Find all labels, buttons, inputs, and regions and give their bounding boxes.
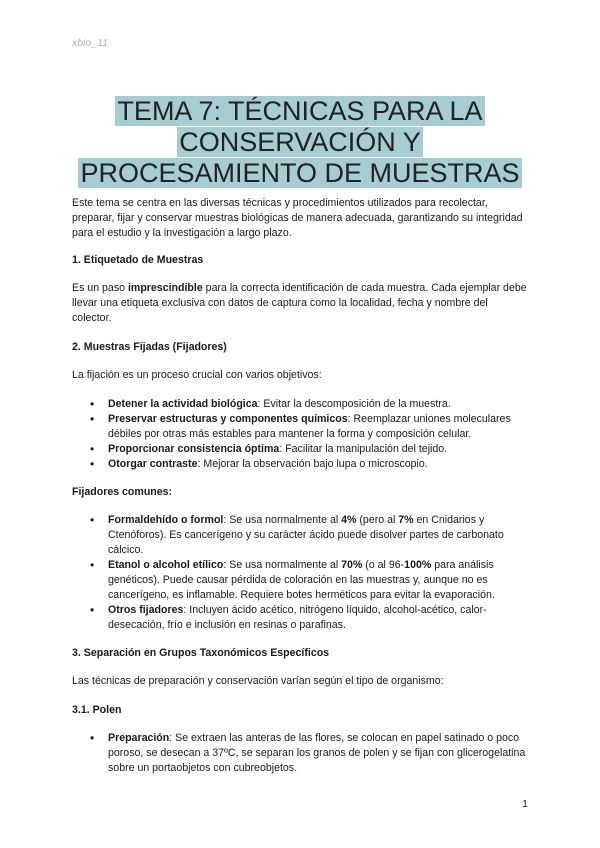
section-3-heading: 3. Separación en Grupos Taxonómicos Específicos bbox=[72, 647, 330, 659]
list-item: • Proporcionar consistencia óptima: Facilitar la manipulación del tejido. bbox=[108, 442, 528, 457]
list-item: • Detener la actividad biológica: Evitar la descomposición de la muestra. bbox=[108, 397, 528, 412]
section-2-heading: 2. Muestras Fijadas (Fijadores) bbox=[72, 341, 227, 353]
section-1-paragraph: Es un paso imprescindible para la correcta identificación de cada muestra. Cada ejemplar debe llevar una etiqueta exclusiva con datos de captura como la localidad, fecha y nombre del colector. bbox=[72, 282, 527, 324]
section-3-intro: Las técnicas de preparación y conservación varían según el tipo de organismo: bbox=[72, 675, 444, 687]
document-body bbox=[72, 196, 528, 789]
title-line-3: PROCESAMIENTO DE MUESTRAS bbox=[80, 158, 520, 188]
section-2-intro: La fijación es un proceso crucial con varios objetivos: bbox=[72, 369, 322, 381]
title-line-2: CONSERVACIÓN Y bbox=[179, 127, 421, 157]
page-number: 1 bbox=[522, 798, 528, 810]
fixers-heading: Fijadores comunes: bbox=[72, 486, 173, 498]
list-item: • Etanol o alcohol etílico: Se usa normalmente al 70% (o al 96-100% para análisis genéticos). Puede causar pérdida de coloración en las muestras y, aunque no es cancerígeno, es inflamable. Requiere botes herméticos para evitar la evaporación. bbox=[108, 558, 528, 603]
list-item: • Otros fijadores: Incluyen ácido acético, nitrógeno líquido, alcohol-acético, calor-desecación, frío e inclusión en resinas o parafinas. bbox=[108, 603, 528, 633]
pollen-list bbox=[72, 731, 528, 776]
page-title bbox=[60, 96, 540, 189]
list-item: • Preservar estructuras y componentes químicos: Reemplazar uniones moleculares débiles por otras más estables para mantener la forma y composición celular. bbox=[108, 412, 528, 442]
watermark: xbio_11 bbox=[72, 37, 109, 49]
list-item: • Otorgar contraste: Mejorar la observación bajo lupa o microscopio. bbox=[108, 457, 528, 472]
intro-paragraph: Este tema se centra en las diversas técnicas y procedimientos utilizados para recolectar, preparar, fijar y conservar muestras biológicas de manera adecuada, garantizando su integridad para el estudio y la investigación a largo plazo. bbox=[72, 197, 523, 239]
list-item: • Preparación: Se extraen las anteras de las flores, se colocan en papel satinado o poco poroso, se desecan a 37ºC, se separan los granos de polen y se fijan con glicerogelatina sobre un portaobjetos con cubreobjetos. bbox=[108, 731, 528, 776]
title-line-1: TEMA 7: TÉCNICAS PARA LA bbox=[117, 96, 483, 126]
list-item: • Formaldehído o formol: Se usa normalmente al 4% (pero al 7% en Cnidarios y Ctenóforos). Es cancerígeno y su carácter ácido puede disolver partes de carbonato cálcico. bbox=[108, 513, 528, 558]
section-1-heading: 1. Etiquetado de Muestras bbox=[72, 254, 204, 266]
fixers-list bbox=[72, 513, 528, 633]
objectives-list bbox=[72, 397, 528, 472]
section-3-1-heading: 3.1. Polen bbox=[72, 704, 122, 716]
